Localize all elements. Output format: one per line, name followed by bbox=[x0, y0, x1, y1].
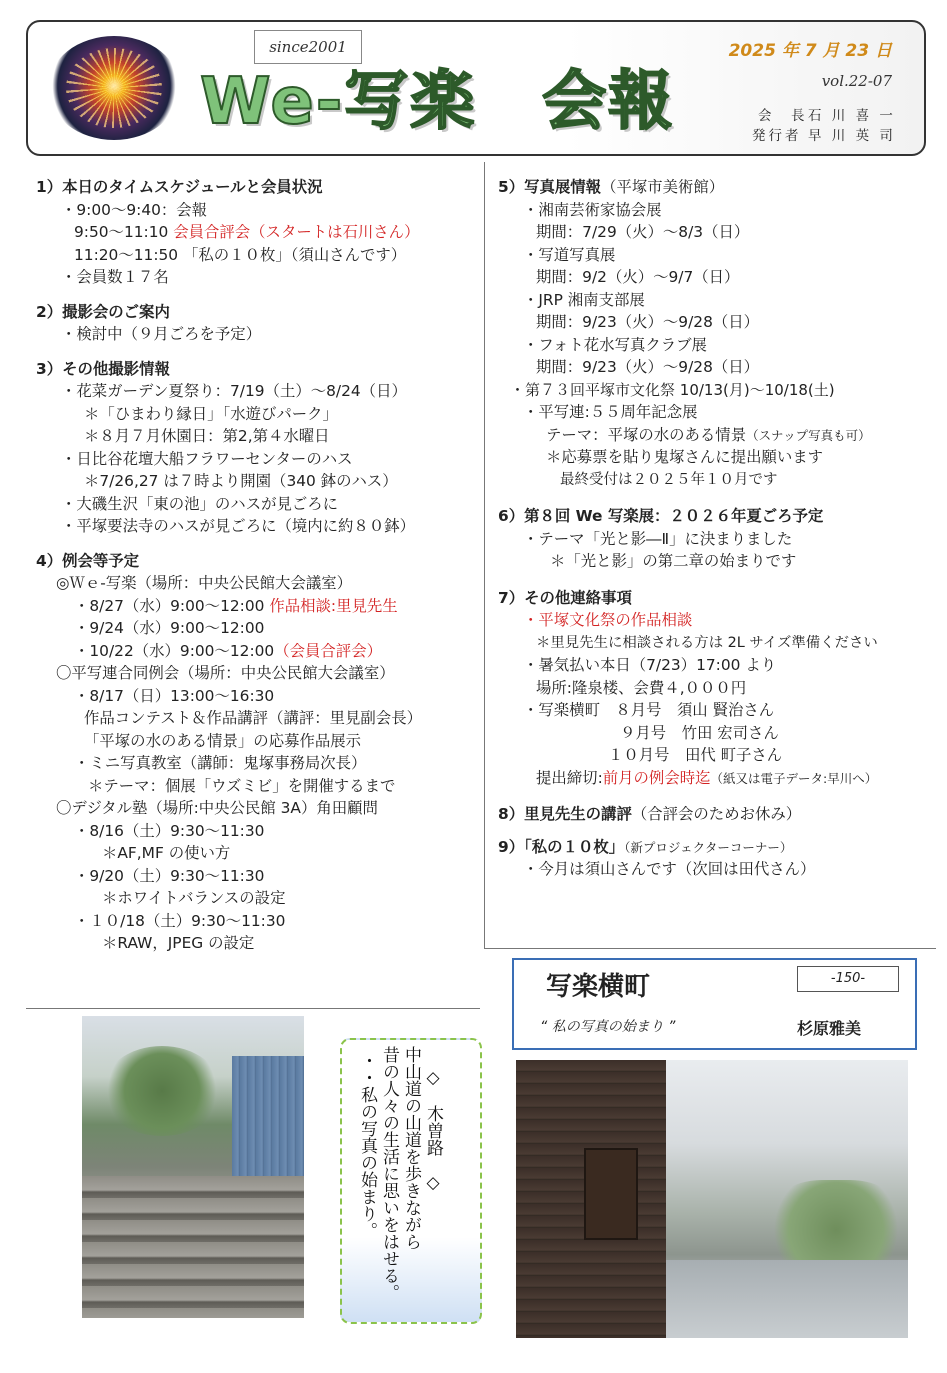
rainy-street-photo bbox=[516, 1060, 908, 1338]
list-note: 「平塚の水のある情景」の応募作品展示 bbox=[84, 731, 362, 750]
scroll-line: ・・私の写真の始まり。 bbox=[357, 1052, 377, 1239]
list-note: ＊里見先生に相談される方は 2L サイズ準備ください bbox=[536, 634, 878, 651]
list-item: ・１０/18（土）9:30～11:30 bbox=[74, 911, 286, 930]
list-item: ・第７３回平塚市文化祭 10/13(月)～10/18(土) bbox=[510, 380, 835, 399]
list-note: ＊AF,MF の使い方 bbox=[102, 844, 231, 862]
section-7-heading: 7）その他連絡事項 bbox=[498, 588, 632, 607]
section-8-heading: 8）里見先生の講評（合評会のためお休み） bbox=[498, 805, 802, 823]
list-item: ・湘南芸術家協会展 bbox=[523, 200, 662, 219]
publisher-name: 早 川 英 司 bbox=[808, 128, 896, 144]
list-note: 場所:隆泉楼、会費４,０００円 bbox=[536, 678, 747, 697]
yokocho-title: 写楽横町 bbox=[546, 972, 651, 1002]
scroll-text bbox=[356, 1046, 444, 1316]
list-note: ＊テーマ：個展「ウズミビ」を開催するまで bbox=[88, 776, 396, 795]
list-note: 期間：9/23（火）～9/28（日） bbox=[536, 358, 760, 376]
list-item: 〇平写連合同例会（場所：中央公民館大会議室） bbox=[56, 664, 395, 682]
list-item: ・JRP 湘南支部展 bbox=[523, 290, 645, 309]
list-item: ・8/16（土）9:30～11:30 bbox=[74, 821, 265, 840]
section-1-heading: 1）本日のタイムスケジュールと会員状況 bbox=[36, 178, 323, 196]
section-2-heading: 2）撮影会のご案内 bbox=[36, 302, 170, 321]
list-note: １０月号 田代 町子さん bbox=[608, 746, 783, 764]
list-item: ・大磯生沢「東の池」のハスが見ごろに bbox=[61, 494, 339, 513]
section-9-heading: 9）「私の１０枚」（新プロジェクターコーナー） bbox=[498, 837, 793, 856]
list-item: ・8/27（水）9:00～12:00 作品相談:里見先生 bbox=[74, 596, 398, 615]
list-item: ・花菜ガーデン夏祭り：7/19（土）～8/24（日） bbox=[61, 382, 407, 400]
newsletter-title: We-写楽 会報 bbox=[200, 65, 675, 139]
chair-name: 石 川 喜 一 bbox=[808, 108, 896, 124]
list-item: ・テーマ「光と影―Ⅱ」に決まりました bbox=[523, 529, 793, 548]
list-item: ・検討中（９月ごろを予定） bbox=[61, 325, 262, 343]
list-note: 期間：7/29（火）～8/3（日） bbox=[536, 223, 750, 241]
list-item: ・写道写真展 bbox=[523, 245, 616, 264]
section-4-heading: 4）例会等予定 bbox=[36, 551, 140, 570]
list-item: ・9/24（水）9:00～12:00 bbox=[74, 619, 265, 637]
list-note: 期間：9/2（火）～9/7（日） bbox=[536, 268, 740, 286]
schedule-item: ・9:00～9:40：会報 bbox=[61, 200, 208, 219]
yokocho-author: 杉原雅美 bbox=[797, 1019, 862, 1038]
list-note: ＊RAW，JPEG の設定 bbox=[102, 934, 255, 952]
scroll-line: 中山道の山道を歩きながら bbox=[401, 1046, 421, 1250]
list-note: 提出締切:前月の例会時迄（紙又は電子データ:早川へ） bbox=[536, 768, 878, 787]
firework-rays bbox=[66, 48, 162, 128]
list-item: ・日比谷花壇大船フラワーセンターのハス bbox=[61, 449, 353, 468]
yokocho-subtitle: “ 私の写真の始まり ” bbox=[540, 1019, 676, 1035]
list-item: ・10/22（水）9:00～12:00（会員合評会） bbox=[74, 641, 382, 660]
section-3-heading: 3）その他撮影情報 bbox=[36, 359, 170, 378]
since-label: since2001 bbox=[254, 30, 362, 64]
section-6-heading: 6）第８回 We 写楽展：２０２６年夏ごろ予定 bbox=[498, 507, 824, 525]
list-note: ＊「ひまわり縁日」「水遊びパーク」 bbox=[84, 404, 338, 423]
issue-date: 2025 年 7 月 23 日 bbox=[728, 41, 892, 61]
volume-number: vol.22-07 bbox=[821, 72, 892, 90]
list-note: テーマ：平塚の水のある情景（スナップ写真も可） bbox=[546, 425, 871, 444]
list-item: ・9/20（土）9:30～11:30 bbox=[74, 866, 265, 885]
right-column bbox=[498, 176, 938, 881]
left-column bbox=[36, 176, 480, 955]
yokocho-number: -150- bbox=[797, 966, 899, 992]
list-item: ・今月は須山さんです（次回は田代さん） bbox=[523, 860, 816, 878]
list-note: ＊ホワイトバランスの設定 bbox=[102, 889, 286, 907]
list-item: 〇デジタル塾（場所:中央公民館 3A）角田顧問 bbox=[56, 799, 378, 817]
list-item: ・ミニ写真教室（講師：鬼塚事務局次長） bbox=[74, 754, 367, 772]
section-5-heading: 5）写真展情報（平塚市美術館） bbox=[498, 178, 725, 196]
list-note: 作品コンテスト＆作品講評（講評：里見副会長） bbox=[84, 709, 422, 727]
list-item: ◎Ｗｅ-写楽（場所：中央公民館大会議室） bbox=[56, 574, 353, 592]
column-divider bbox=[484, 162, 485, 948]
list-note: 期間：9/23（火）～9/28（日） bbox=[536, 313, 760, 331]
list-note: 最終受付は２０２５年１０月です bbox=[560, 471, 778, 488]
member-count: ・会員数１７名 bbox=[61, 268, 169, 286]
list-note: ＊7/26,27 は７時より開園（340 鉢のハス） bbox=[84, 472, 398, 490]
list-item: ・平塚文化祭の作品相談 bbox=[523, 611, 693, 629]
list-item: ・写楽横町 ８月号 須山 賢治さん bbox=[523, 701, 775, 719]
list-item: ・暑気払い本日（7/23）17:00 より bbox=[523, 656, 777, 674]
chair-role: 会 長 bbox=[758, 108, 808, 124]
list-note: ９月号 竹田 宏司さん bbox=[620, 723, 779, 742]
schedule-item: 9:50～11:10 会員合評会（スタートは石川さん） bbox=[74, 223, 420, 241]
list-note: ＊「光と影」の第二章の始まりです bbox=[550, 552, 797, 570]
list-note: ＊８月７月休園日：第2,第４水曜日 bbox=[84, 427, 330, 445]
list-item: ・8/17（日）13:00～16:30 bbox=[74, 686, 275, 705]
left-section-divider bbox=[26, 1008, 480, 1009]
list-item: ・平写連:５５周年記念展 bbox=[523, 403, 698, 421]
stone-steps-photo bbox=[82, 1016, 304, 1318]
list-item: ・平塚要法寺のハスが見ごろに（境内に約８０鉢） bbox=[61, 517, 415, 535]
list-note: ＊応募票を貼り鬼塚さんに提出願います bbox=[546, 448, 824, 466]
list-item: ・フォト花水写真クラブ展 bbox=[523, 335, 707, 354]
right-section-divider bbox=[484, 948, 936, 949]
publisher-role: 発行者 bbox=[752, 128, 802, 144]
schedule-item: 11:20～11:50 「私の１０枚」（須山さんです） bbox=[74, 245, 407, 264]
scroll-line: 昔の人々の生活に思いをはせる。 bbox=[379, 1046, 399, 1301]
scroll-line: ◇ 木曽路 ◇ bbox=[423, 1068, 443, 1193]
